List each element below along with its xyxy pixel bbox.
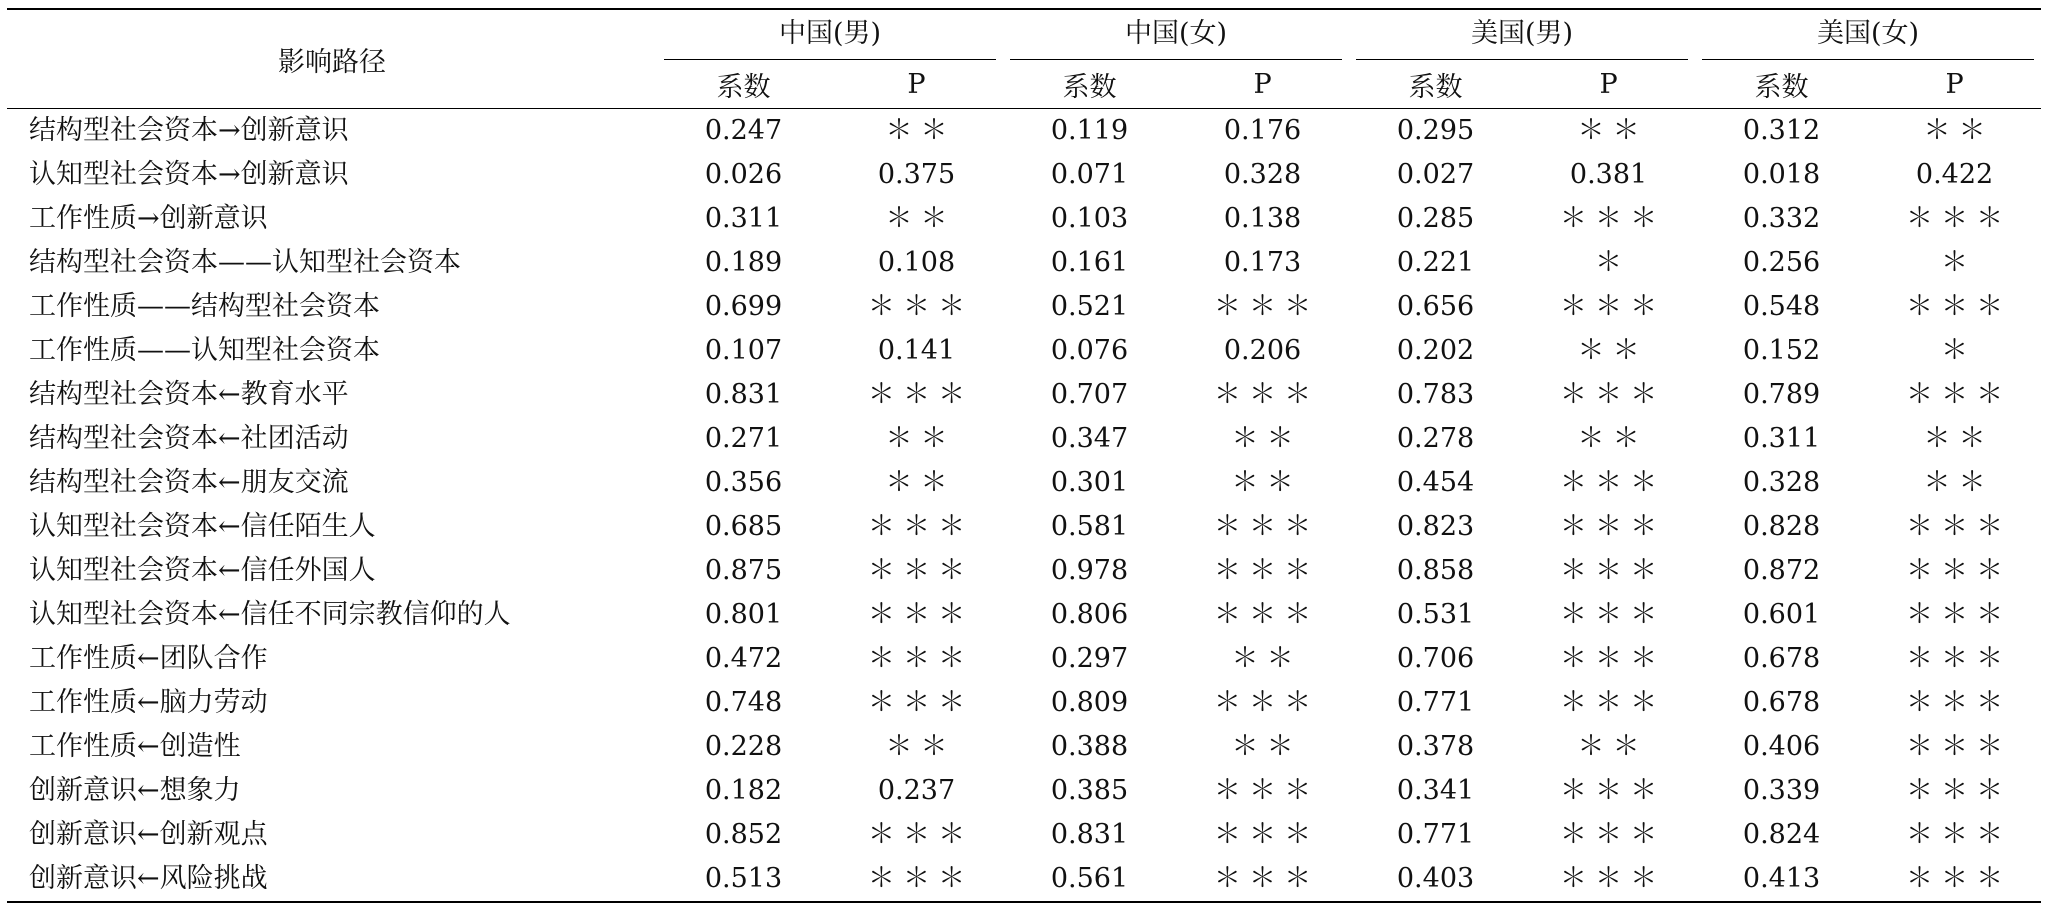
coef-cell-us-male: 0.771 (1396, 819, 1475, 850)
table-body (7, 109, 2041, 903)
p-cell-china-female: ＊＊ (1231, 467, 1302, 498)
coef-cell-us-female: 0.413 (1695, 857, 1868, 902)
p-cell-china-male: ＊＊ (885, 423, 956, 454)
path-cell: 认知型社会资本←信任陌生人 (29, 511, 376, 542)
coef-cell-china-female: 0.161 (1050, 247, 1129, 278)
coef-cell-us-male: 0.454 (1396, 467, 1475, 498)
p-cell-china-female: 0.206 (1223, 335, 1302, 366)
coef-cell-us-male: 0.531 (1396, 599, 1475, 630)
p-cell-us-male: ＊＊＊ (1559, 643, 1666, 674)
p-cell-us-male: ＊＊＊ (1559, 467, 1666, 498)
p-cell-us-male: ＊＊ (1577, 335, 1648, 366)
coef-cell-china-male: 0.831 (704, 379, 783, 410)
p-cell-china-female: ＊＊＊ (1213, 379, 1320, 410)
coef-cell-china-female: 0.831 (1050, 819, 1129, 850)
coef-cell-us-female: 0.548 (1742, 291, 1821, 322)
p-cell-us-female: ＊＊ (1923, 423, 1994, 454)
coef-cell-us-male: 0.706 (1396, 643, 1475, 674)
coef-cell-us-male: 0.027 (1396, 159, 1475, 190)
influence-path-table (7, 8, 2041, 903)
group-header-us-female (1695, 9, 2041, 60)
p-cell-us-female: 0.422 (1915, 159, 1994, 190)
p-cell-china-female: ＊＊＊ (1176, 857, 1349, 902)
p-cell-us-male: ＊＊＊ (1559, 511, 1666, 542)
table-row (7, 637, 2041, 681)
coef-cell-us-male: 0.783 (1396, 379, 1475, 410)
p-header-china-male: P (830, 60, 1003, 109)
table-header (7, 9, 2041, 109)
table-row (7, 505, 2041, 549)
coef-cell-china-female: 0.071 (1050, 159, 1129, 190)
p-cell-us-female: ＊＊＊ (1868, 857, 2041, 902)
path-cell: 创新意识←风险挑战 (7, 857, 657, 902)
coef-header-us-male: 系数 (1349, 60, 1522, 109)
coef-cell-us-female: 0.311 (1742, 423, 1821, 454)
coef-cell-us-female: 0.678 (1742, 643, 1821, 674)
p-cell-china-female: ＊＊＊ (1213, 291, 1320, 322)
group-label-china-female: 中国(女) (1010, 11, 1342, 60)
coef-cell-us-female: 0.339 (1742, 775, 1821, 806)
table-row (7, 109, 2041, 154)
p-cell-us-male: ＊＊ (1577, 115, 1648, 146)
coef-cell-us-female: 0.828 (1742, 511, 1821, 542)
coef-cell-us-female: 0.872 (1742, 555, 1821, 586)
p-cell-china-male: ＊＊＊ (867, 687, 974, 718)
table-row (7, 549, 2041, 593)
coef-cell-us-male: 0.221 (1396, 247, 1475, 278)
p-cell-us-male: ＊ (1595, 247, 1631, 278)
p-cell-us-male: ＊＊＊ (1559, 687, 1666, 718)
p-cell-china-female: ＊＊ (1231, 643, 1302, 674)
coef-cell-china-female: 0.809 (1050, 687, 1129, 718)
path-cell: 工作性质←脑力劳动 (29, 687, 268, 718)
p-cell-us-male: ＊＊＊ (1559, 775, 1666, 806)
coef-header-us-female: 系数 (1695, 60, 1868, 109)
path-cell: 结构型社会资本→创新意识 (29, 115, 349, 146)
coef-cell-us-male: 0.858 (1396, 555, 1475, 586)
path-cell: 工作性质→创新意识 (29, 203, 268, 234)
path-cell: 工作性质——认知型社会资本 (29, 335, 380, 366)
group-header-us-male (1349, 9, 1695, 60)
coef-cell-china-female: 0.707 (1050, 379, 1129, 410)
coef-cell-us-female: 0.018 (1742, 159, 1821, 190)
group-label-us-female: 美国(女) (1702, 11, 2034, 60)
p-cell-china-female: 0.173 (1223, 247, 1302, 278)
group-header-china-male (657, 9, 1003, 60)
coef-cell-us-female: 0.789 (1742, 379, 1821, 410)
p-cell-us-female: ＊＊＊ (1905, 379, 2012, 410)
table-row (7, 241, 2041, 285)
p-cell-china-female: ＊＊ (1231, 423, 1302, 454)
path-cell: 创新意识←创新观点 (29, 819, 268, 850)
p-cell-us-female: ＊＊＊ (1905, 291, 2012, 322)
p-cell-china-male: ＊＊ (885, 203, 956, 234)
coef-cell-china-female: 0.806 (1050, 599, 1129, 630)
coef-cell-us-male: 0.823 (1396, 511, 1475, 542)
path-cell: 创新意识←想象力 (29, 775, 241, 806)
p-cell-us-male: ＊＊＊ (1559, 819, 1666, 850)
table-row (7, 681, 2041, 725)
coef-cell-us-female: 0.256 (1742, 247, 1821, 278)
coef-cell-us-male: 0.341 (1396, 775, 1475, 806)
p-cell-china-female: 0.138 (1223, 203, 1302, 234)
group-label-us-male: 美国(男) (1356, 11, 1688, 60)
coef-cell-us-female: 0.406 (1742, 731, 1821, 762)
p-cell-us-male: ＊＊＊ (1522, 857, 1695, 902)
coef-cell-china-female: 0.103 (1050, 203, 1129, 234)
p-cell-china-female: ＊＊＊ (1213, 775, 1320, 806)
p-cell-us-female: ＊＊ (1923, 467, 1994, 498)
coef-cell-us-male: 0.295 (1396, 115, 1475, 146)
path-cell: 认知型社会资本←信任不同宗教信仰的人 (29, 599, 511, 630)
coef-cell-us-female: 0.312 (1742, 115, 1821, 146)
coef-cell-china-female: 0.297 (1050, 643, 1129, 674)
p-cell-us-male: ＊＊＊ (1559, 379, 1666, 410)
p-cell-china-female: 0.176 (1223, 115, 1302, 146)
p-cell-china-male: 0.237 (877, 775, 956, 806)
p-cell-us-female: ＊＊＊ (1905, 643, 2012, 674)
p-cell-china-male: ＊＊＊ (867, 511, 974, 542)
path-cell: 结构型社会资本——认知型社会资本 (29, 247, 461, 278)
coef-cell-china-male: 0.852 (704, 819, 783, 850)
path-cell: 结构型社会资本←社团活动 (29, 423, 349, 454)
p-cell-china-male: 0.141 (877, 335, 956, 366)
coef-cell-china-male: 0.875 (704, 555, 783, 586)
group-label-china-male: 中国(男) (664, 11, 996, 60)
p-cell-us-female: ＊＊ (1923, 115, 1994, 146)
p-cell-us-male: ＊＊ (1577, 731, 1648, 762)
p-header-china-female: P (1176, 60, 1349, 109)
coef-cell-china-male: 0.311 (704, 203, 783, 234)
p-cell-china-male: ＊＊＊ (867, 291, 974, 322)
p-cell-us-female: ＊＊＊ (1905, 819, 2012, 850)
p-cell-us-female: ＊＊＊ (1905, 731, 2012, 762)
coef-cell-china-male: 0.228 (704, 731, 783, 762)
p-cell-china-male: ＊＊＊ (867, 819, 974, 850)
p-cell-us-male: ＊＊ (1577, 423, 1648, 454)
table-row (7, 285, 2041, 329)
coef-cell-us-male: 0.403 (1349, 857, 1522, 902)
coef-cell-us-male: 0.285 (1396, 203, 1475, 234)
p-cell-china-male: ＊＊＊ (867, 599, 974, 630)
p-cell-china-female: 0.328 (1223, 159, 1302, 190)
table-row (7, 857, 2041, 902)
path-cell: 工作性质——结构型社会资本 (29, 291, 380, 322)
p-cell-china-male: ＊＊ (885, 115, 956, 146)
p-cell-china-female: ＊＊＊ (1213, 511, 1320, 542)
coef-cell-china-female: 0.388 (1050, 731, 1129, 762)
path-cell: 工作性质←创造性 (29, 731, 241, 762)
p-cell-us-female: ＊ (1941, 247, 1977, 278)
coef-cell-china-female: 0.119 (1050, 115, 1129, 146)
coef-header-china-female: 系数 (1003, 60, 1176, 109)
path-column-header: 影响路径 (7, 9, 657, 109)
coef-cell-china-male: 0.271 (704, 423, 783, 454)
p-cell-china-male: ＊＊＊ (867, 643, 974, 674)
coef-cell-china-male: 0.748 (704, 687, 783, 718)
p-cell-china-male: 0.108 (877, 247, 956, 278)
coef-cell-us-female: 0.328 (1742, 467, 1821, 498)
coef-cell-us-male: 0.202 (1396, 335, 1475, 366)
coef-cell-china-female: 0.521 (1050, 291, 1129, 322)
coef-cell-us-male: 0.278 (1396, 423, 1475, 454)
header-row-groups (7, 9, 2041, 60)
table-row (7, 593, 2041, 637)
path-cell: 认知型社会资本→创新意识 (29, 159, 349, 190)
table-row (7, 197, 2041, 241)
coef-cell-us-female: 0.678 (1742, 687, 1821, 718)
coef-cell-china-female: 0.385 (1050, 775, 1129, 806)
coef-cell-china-male: 0.247 (704, 115, 783, 146)
coef-header-china-male: 系数 (657, 60, 830, 109)
p-cell-china-female: ＊＊＊ (1213, 687, 1320, 718)
p-cell-china-female: ＊＊＊ (1213, 819, 1320, 850)
coef-cell-china-male: 0.026 (704, 159, 783, 190)
coef-cell-us-female: 0.152 (1742, 335, 1821, 366)
coef-cell-china-male: 0.685 (704, 511, 783, 542)
p-cell-us-female: ＊＊＊ (1905, 555, 2012, 586)
p-cell-china-male: ＊＊ (885, 731, 956, 762)
p-cell-china-female: ＊＊＊ (1213, 555, 1320, 586)
coef-cell-china-female: 0.978 (1050, 555, 1129, 586)
p-cell-us-male: ＊＊＊ (1559, 599, 1666, 630)
coef-cell-china-female: 0.561 (1003, 857, 1176, 902)
p-cell-china-male: 0.375 (877, 159, 956, 190)
table-row (7, 329, 2041, 373)
table-row (7, 417, 2041, 461)
p-cell-us-male: ＊＊＊ (1559, 555, 1666, 586)
p-cell-us-female: ＊＊＊ (1905, 687, 2012, 718)
path-cell: 结构型社会资本←教育水平 (29, 379, 349, 410)
coef-cell-us-male: 0.378 (1396, 731, 1475, 762)
table-row (7, 461, 2041, 505)
path-cell: 工作性质←团队合作 (29, 643, 268, 674)
coef-cell-us-female: 0.332 (1742, 203, 1821, 234)
p-cell-us-male: 0.381 (1569, 159, 1648, 190)
coef-cell-us-male: 0.771 (1396, 687, 1475, 718)
p-cell-us-female: ＊＊＊ (1905, 775, 2012, 806)
coef-cell-china-male: 0.513 (657, 857, 830, 902)
coef-cell-us-male: 0.656 (1396, 291, 1475, 322)
path-cell: 认知型社会资本←信任外国人 (29, 555, 376, 586)
coef-cell-china-male: 0.182 (704, 775, 783, 806)
p-cell-us-male: ＊＊＊ (1559, 291, 1666, 322)
coef-cell-us-female: 0.601 (1742, 599, 1821, 630)
p-cell-china-male: ＊＊＊ (867, 379, 974, 410)
p-cell-us-female: ＊ (1941, 335, 1977, 366)
coef-cell-china-male: 0.356 (704, 467, 783, 498)
p-header-us-male: P (1522, 60, 1695, 109)
coef-cell-us-female: 0.824 (1742, 819, 1821, 850)
p-cell-us-female: ＊＊＊ (1905, 599, 2012, 630)
p-cell-china-male: ＊＊＊ (830, 857, 1003, 902)
coef-cell-china-male: 0.189 (704, 247, 783, 278)
path-cell: 结构型社会资本←朋友交流 (29, 467, 349, 498)
table-row (7, 813, 2041, 857)
p-cell-us-male: ＊＊＊ (1559, 203, 1666, 234)
coef-cell-china-female: 0.301 (1050, 467, 1129, 498)
coef-cell-china-female: 0.347 (1050, 423, 1129, 454)
coef-cell-china-female: 0.581 (1050, 511, 1129, 542)
p-cell-china-female: ＊＊ (1231, 731, 1302, 762)
table-row (7, 373, 2041, 417)
p-cell-china-male: ＊＊ (885, 467, 956, 498)
coef-cell-china-male: 0.699 (704, 291, 783, 322)
coef-cell-china-male: 0.801 (704, 599, 783, 630)
table-row (7, 769, 2041, 813)
coef-cell-china-female: 0.076 (1050, 335, 1129, 366)
p-header-us-female: P (1868, 60, 2041, 109)
p-cell-us-female: ＊＊＊ (1905, 203, 2012, 234)
p-cell-us-female: ＊＊＊ (1905, 511, 2012, 542)
coef-cell-china-male: 0.472 (704, 643, 783, 674)
table-row (7, 153, 2041, 197)
group-header-china-female (1003, 9, 1349, 60)
coef-cell-china-male: 0.107 (704, 335, 783, 366)
p-cell-china-male: ＊＊＊ (867, 555, 974, 586)
p-cell-china-female: ＊＊＊ (1213, 599, 1320, 630)
table-row (7, 725, 2041, 769)
